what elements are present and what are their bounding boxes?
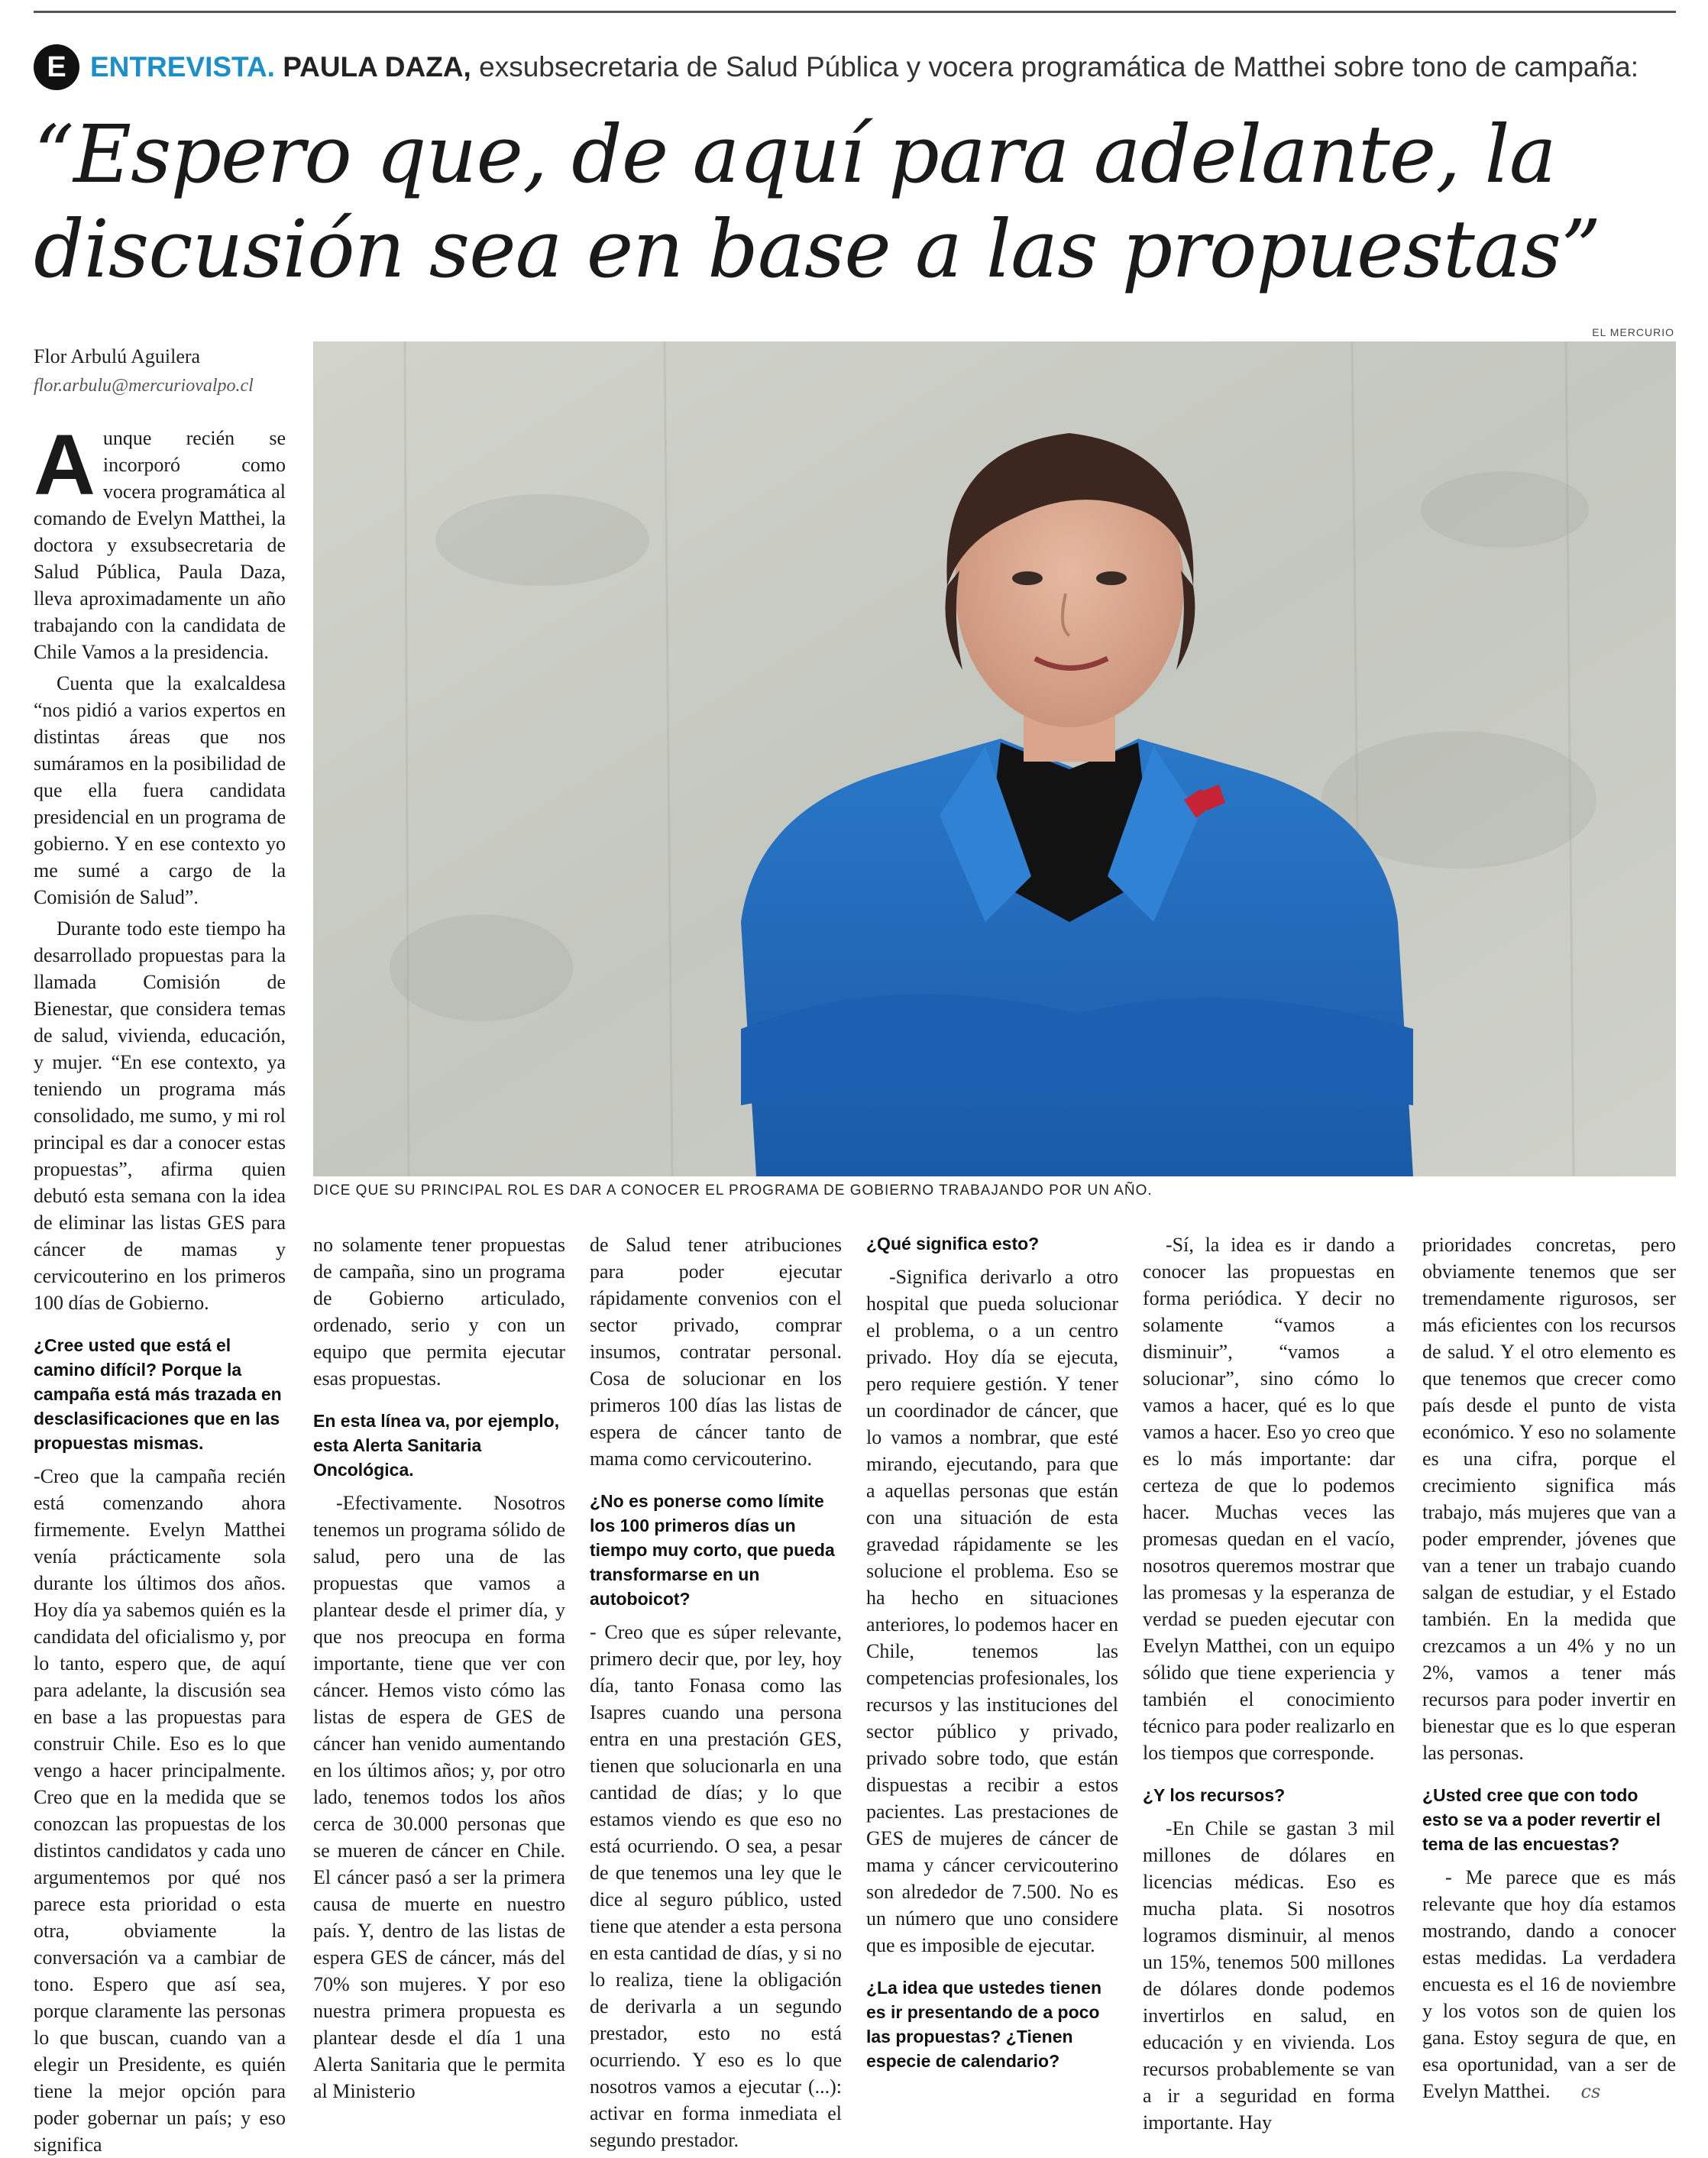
answer-1: -Creo que la campaña recién está comenzando ahora firmemente. Evelyn Matthei venía prácticamente sola durante los últimos dos años. Hoy día ya sabemos quién es la candidata del oficialismo y, por lo tanto, espero que, de aquí para adelante, la discusión sea en base a las propuestas para construir Chile. Eso es lo que vengo a hacer principalmente. Creo que en la medida que se conozcan las propuestas de los distintos candidatos y cada uno argumentemos por qué nos parece esta prioridad o esta otra, obviamente la conversación va a cambiar de tono. Espero que así sea, porque claramente las personas lo que buscan, cuando van a elegir un Presidente, es quién tiene la mejor opción para poder gobernar un país; y eso significa — [34, 1465, 286, 2156]
column-5 — [1143, 1231, 1395, 2136]
answer-3: - Creo que es súper relevante, primero decir que, por ley, hoy día, tanto Fonasa como las Isapres cuando una persona entra en una prestación GES, tienen que solucionarla en una cantidad de días; y lo que estamos viendo es que eso no está ocurriendo. O sea, a pesar de que tenemos una ley que le dice al seguro público, usted tiene que atender a esta persona en esta cantidad de días, y si no lo realiza, tiene la obligación de derivarla a un segundo prestador, esto no está ocurriendo. Y eso es lo que nosotros vamos a ejecutar (...): activar en forma inmediata el segundo prestador. — [590, 1621, 842, 2151]
top-rule — [34, 11, 1676, 13]
answer-4: -Significa derivarlo a otro hospital que pueda solucionar el problema, o a un centro privado. Hoy día se ejecuta, pero requiere gestión. Y tener un coordinador de cáncer, que lo vamos a nombrar, que esté mirando, ejecutando, para que a aquellas personas que están con una situación de esta gravedad rápidamente se les solucione el problema. Eso se ha hecho en situaciones anteriores, lo podemos hacer en Chile, tenemos las competencias profesionales, los recursos y las instituciones del sector público y privado, privado sobre todo, que están dispuestas a recibir a estos pacientes. Las prestaciones de GES de mujeres de cáncer de mama y cáncer cervicouterino son alrededor de 7.500. No es un número que uno considere que es imposible de ejecutar. — [866, 1266, 1118, 1956]
dropcap: A — [34, 417, 95, 513]
intro-paragraph-1: Aunque recién se incorporó como vocera programática al comando de Evelyn Matthei, la doctora y exsubsecretaria de Salud Pública, Paula Daza, lleva aproximadamente un año trabajando con la candidata de Chile Vamos a la presidencia. — [34, 417, 286, 663]
answer-7: - Me parece que es más relevante que hoy día estamos mostrando, dando a conocer estas medidas. La verdadera encuesta es el 16 de noviembre y los votos son de quien los gana. Estoy segura de que, en esa oportunidad, van a ser de Evelyn Matthei. cs — [1422, 1864, 1676, 2105]
answer-6-continued: prioridades concretas, pero obviamente tenemos que ser tremendamente rigurosos, ser más eficientes con los recursos de salud. Y el otro elemento es que tenemos que crecer como país desde el punto de vista económico. Y eso no solamente es una cifra, porque el crecimiento significa más trabajo, más mujeres que van a poder emprender, jóvenes que van a tener un trabajo cuando salgan de estudiar, y el Estado también. En la medida que crezcamos a un 4% y no un 2%, vamos a tener más recursos para poder invertir en bienestar que es lo que esperan las personas. — [1422, 1234, 1676, 1764]
author-name: Flor Arbulú Aguilera — [34, 345, 201, 367]
question-6: ¿Y los recursos? — [1143, 1785, 1286, 1805]
column-4 — [866, 1231, 1118, 2081]
question-4: ¿Qué significa esto? — [866, 1234, 1040, 1254]
answer-1-continued: no solamente tener propuestas de campaña, sino un programa de Gobierno articulado, ordenado, serio y con un equipo que permita ejecutar esas propuestas. — [313, 1234, 565, 1390]
answer-2-continued: de Salud tener atribuciones para poder ejecutar rápidamente convenios con el sector privado, comprar insumos, contratar personal. Cosa de solucionar en los primeros 100 días las listas de espera de cáncer tanto de mama como cervicouterino. — [590, 1234, 842, 1470]
photo-credit: EL MERCURIO — [1592, 326, 1674, 338]
column-1 — [34, 417, 286, 2158]
author-email[interactable]: flor.arbulu@mercuriovalpo.cl — [34, 376, 254, 396]
answer-6: -En Chile se gastan 3 mil millones de dólares en licencias médicas. Eso es mucha plata. Si nosotros logramos disminuir, al menos un 15%, tenemos 500 millones de dólares donde podemos invertirlos en salud, en educación y en vivienda. Los recursos probablemente se van a ir a seguridad en forma importante. Hay — [1143, 1817, 1395, 2134]
kicker-name: PAULA DAZA, — [283, 51, 471, 83]
question-7: ¿Usted cree que con todo esto se va a poder revertir el tema de las encuestas? — [1422, 1785, 1661, 1854]
question-5: ¿La idea que ustedes tienen es ir presentando de a poco las propuestas? ¿Tienen especie de calendario? — [866, 1978, 1102, 2071]
question-3: ¿No es ponerse como límite los 100 primeros días un tiempo muy corto, que pueda transformarse en un autoboicot? — [590, 1491, 835, 1609]
end-mark: cs — [1580, 2081, 1601, 2102]
intro-paragraph-3: Durante todo este tiempo ha desarrollado propuestas para la llamada Comisión de Bienestar, que considera temas de salud, vivienda, educación, y mujer. “En ese contexto, ya teniendo un programa más consolidado, me sumo, y mi rol principal es dar a conocer estas propuestas”, afirma quien debutó esta semana con la idea de eliminar las listas GES para cáncer de mamas y cervicouterino en los primeros 100 días de Gobierno. — [34, 917, 286, 1314]
column-2 — [313, 1231, 565, 2105]
headline: “Espero que, de aquí para adelante, la discusión sea en base a las propuestas” — [34, 108, 1601, 296]
question-2: En esta línea va, por ejemplo, esta Alerta Sanitaria Oncológica. — [313, 1411, 560, 1480]
kicker-description: exsubsecretaria de Salud Pública y vocera programática de Matthei sobre tono de campaña: — [479, 51, 1638, 83]
section-badge: E — [34, 44, 79, 90]
byline — [34, 345, 309, 396]
column-6 — [1422, 1231, 1676, 2105]
photo-caption: DICE QUE SU PRINCIPAL ROL ES DAR A CONOCER EL PROGRAMA DE GOBIERNO TRABAJANDO POR UN AÑO. — [313, 1183, 1153, 1199]
intro-paragraph-2: Cuenta que la exalcaldesa “nos pidió a varios expertos en distintas áreas que nos sumáramos en la posibilidad de que ella fuera candidata presidencial en un programa de gobierno. Y en ese contexto yo me sumé a cargo de la Comisión de Salud”. — [34, 672, 286, 908]
answer-2: -Efectivamente. Nosotros tenemos un programa sólido de salud, pero una de las propuestas que vamos a plantear desde el primer día, y que nos preocupa en forma importante, tiene que ver con cáncer. Hemos visto cómo las listas de espera de GES de cáncer han venido aumentando en los últimos años; y, por otro lado, tenemos todos los años cerca de 30.000 personas que se mueren de cáncer en Chile. El cáncer pasó a ser la primera causa de muerte en nuestro país. Y, dentro de las listas de espera GES de cáncer, más del 70% son mujeres. Y por eso nuestra primera propuesta es plantear desde el día 1 una Alerta Sanitaria que le permita al Ministerio — [313, 1492, 565, 2102]
answer-5: -Sí, la idea es ir dando a conocer las propuestas en forma periódica. Y decir no solamente “vamos a disminuir”, “vamos a solucionar”, sino cómo lo vamos a hacer, qué es lo que vamos a hacer. Eso yo creo que es lo más importante: dar certeza de que lo podemos hacer. Muchas veces las promesas quedan en el vacío, nosotros queremos mostrar que las promesas y la esperanza de verdad se pueden ejecutar con Evelyn Matthei, con un equipo sólido que tiene experiencia y también el conocimiento técnico para poder realizarlo en los tiempos que corresponde. — [1143, 1234, 1395, 1764]
kicker-label: ENTREVISTA. — [90, 51, 275, 83]
question-1: ¿Cree usted que está el camino difícil? Porque la campaña está más trazada en desclasificaciones que en las propuestas mismas. — [34, 1335, 282, 1453]
column-3 — [590, 1231, 842, 2153]
portrait-photo — [313, 341, 1676, 1176]
kicker — [34, 37, 1676, 98]
